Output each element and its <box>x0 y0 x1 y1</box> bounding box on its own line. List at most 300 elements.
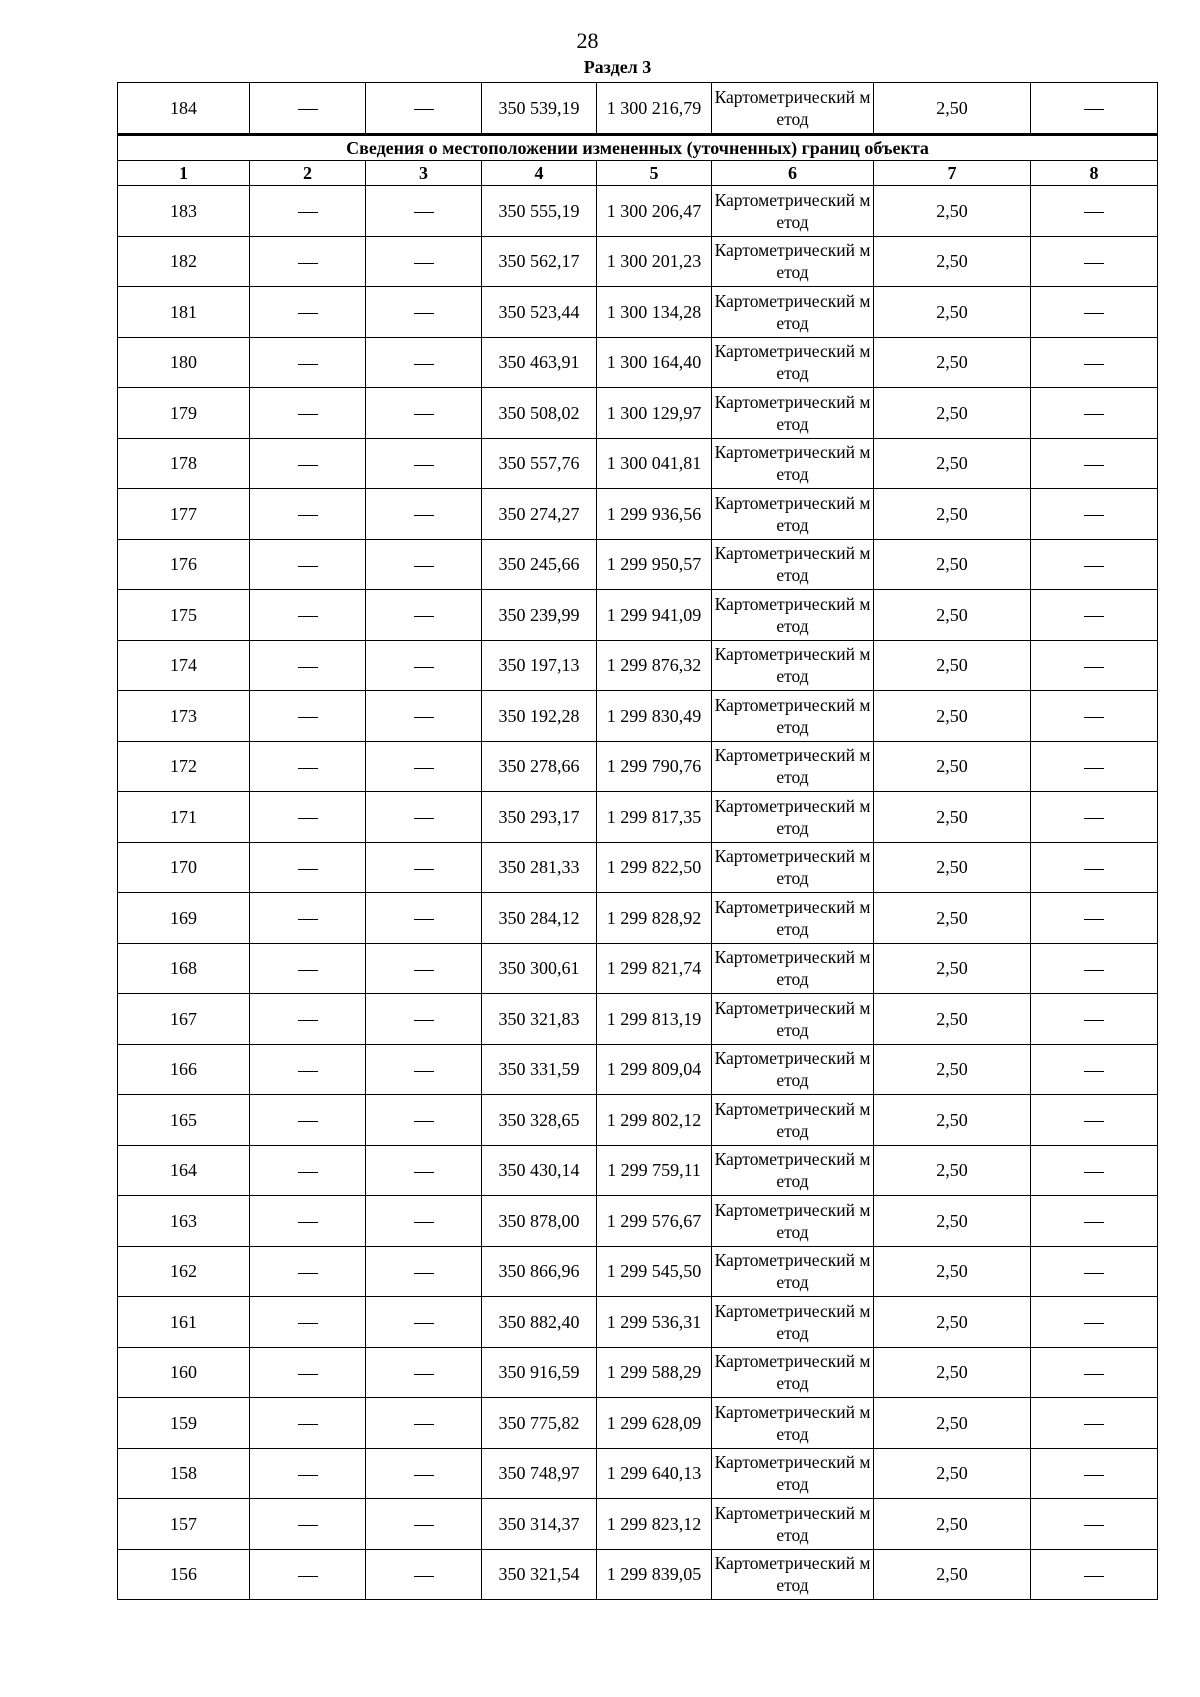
empty-cell <box>250 438 366 489</box>
dash-icon <box>298 1071 318 1072</box>
table-row <box>118 1196 1158 1247</box>
dash-icon <box>414 1020 434 1021</box>
dash-icon <box>1084 1576 1104 1577</box>
dash-icon <box>414 1374 434 1375</box>
x-coordinate-cell: 350 284,12 <box>482 893 597 944</box>
empty-cell <box>250 1499 366 1550</box>
dash-icon <box>298 465 318 466</box>
dash-icon <box>1084 1273 1104 1274</box>
dash-icon <box>298 919 318 920</box>
dash-icon <box>298 364 318 365</box>
point-number-cell: 182 <box>118 236 250 287</box>
x-coordinate-cell: 350 775,82 <box>482 1398 597 1449</box>
y-coordinate-cell: 1 299 839,05 <box>597 1549 712 1600</box>
dash-icon <box>298 818 318 819</box>
table-row <box>118 1448 1158 1499</box>
precision-cell: 2,50 <box>874 842 1031 893</box>
method-cell: Картометрический метод <box>712 438 874 489</box>
empty-cell <box>1031 590 1158 641</box>
empty-cell <box>1031 388 1158 439</box>
empty-cell <box>366 943 482 994</box>
empty-cell <box>250 994 366 1045</box>
y-coordinate-cell: 1 299 828,92 <box>597 893 712 944</box>
y-coordinate-cell: 1 299 822,50 <box>597 842 712 893</box>
empty-cell <box>1031 842 1158 893</box>
empty-cell <box>366 489 482 540</box>
dash-icon <box>1084 465 1104 466</box>
dash-icon <box>1084 1222 1104 1223</box>
table-row <box>118 438 1158 489</box>
empty-cell <box>366 1448 482 1499</box>
empty-cell <box>1031 994 1158 1045</box>
empty-cell <box>250 186 366 237</box>
precision-cell: 2,50 <box>874 893 1031 944</box>
y-coordinate-cell: 1 299 545,50 <box>597 1246 712 1297</box>
dash-icon <box>298 1475 318 1476</box>
x-coordinate-cell: 350 197,13 <box>482 640 597 691</box>
point-number-cell: 158 <box>118 1448 250 1499</box>
empty-cell <box>1031 1499 1158 1550</box>
precision-cell: 2,50 <box>874 287 1031 338</box>
dash-icon <box>298 1222 318 1223</box>
column-numbers-row <box>118 161 1158 186</box>
table-row <box>118 792 1158 843</box>
method-cell: Картометрический метод <box>712 1499 874 1550</box>
dash-icon <box>298 1121 318 1122</box>
y-coordinate-cell: 1 300 201,23 <box>597 236 712 287</box>
y-coordinate-cell: 1 300 134,28 <box>597 287 712 338</box>
empty-cell <box>1031 741 1158 792</box>
column-number: 8 <box>1031 161 1158 186</box>
table-caption: Сведения о местоположении измененных (уточненных) границ объекта <box>118 135 1158 161</box>
empty-cell <box>250 590 366 641</box>
dash-icon <box>1084 919 1104 920</box>
table-caption-row <box>118 135 1158 161</box>
empty-cell <box>1031 792 1158 843</box>
y-coordinate-cell: 1 299 759,11 <box>597 1145 712 1196</box>
empty-cell <box>1031 1044 1158 1095</box>
empty-cell <box>250 1448 366 1499</box>
table-row <box>118 1145 1158 1196</box>
dash-icon <box>1084 1424 1104 1425</box>
dash-icon <box>298 667 318 668</box>
empty-cell <box>1031 1196 1158 1247</box>
x-coordinate-cell: 350 508,02 <box>482 388 597 439</box>
y-coordinate-cell: 1 299 821,74 <box>597 943 712 994</box>
dash-icon <box>298 414 318 415</box>
y-coordinate-cell: 1 299 588,29 <box>597 1347 712 1398</box>
precision-cell: 2,50 <box>874 1297 1031 1348</box>
empty-cell <box>366 842 482 893</box>
precision-cell: 2,50 <box>874 438 1031 489</box>
point-number-cell: 174 <box>118 640 250 691</box>
y-coordinate-cell: 1 299 813,19 <box>597 994 712 1045</box>
dash-icon <box>298 869 318 870</box>
point-number-cell: 180 <box>118 337 250 388</box>
method-cell: Картометрический метод <box>712 287 874 338</box>
method-cell: Картометрический метод <box>712 1044 874 1095</box>
dash-icon <box>298 1020 318 1021</box>
empty-cell <box>366 1297 482 1348</box>
method-cell: Картометрический метод <box>712 1549 874 1600</box>
dash-icon <box>414 1222 434 1223</box>
column-number: 2 <box>250 161 366 186</box>
empty-cell <box>1031 1297 1158 1348</box>
x-coordinate-cell: 350 192,28 <box>482 691 597 742</box>
method-cell: Картометрический метод <box>712 1196 874 1247</box>
empty-cell <box>1031 1549 1158 1600</box>
point-number-cell: 175 <box>118 590 250 641</box>
empty-cell <box>1031 236 1158 287</box>
table-row <box>118 1095 1158 1146</box>
empty-cell <box>366 539 482 590</box>
point-number-cell: 168 <box>118 943 250 994</box>
table-row <box>118 943 1158 994</box>
table-row <box>118 1246 1158 1297</box>
y-coordinate-cell: 1 299 790,76 <box>597 741 712 792</box>
point-number-cell: 170 <box>118 842 250 893</box>
y-coordinate-cell: 1 299 817,35 <box>597 792 712 843</box>
y-coordinate-cell: 1 299 876,32 <box>597 640 712 691</box>
dash-icon <box>414 1121 434 1122</box>
empty-cell <box>250 337 366 388</box>
table-row <box>118 1398 1158 1449</box>
table-row <box>118 640 1158 691</box>
dash-icon <box>414 818 434 819</box>
y-coordinate-cell: 1 299 830,49 <box>597 691 712 742</box>
x-coordinate-cell: 350 882,40 <box>482 1297 597 1348</box>
y-coordinate-cell: 1 300 206,47 <box>597 186 712 237</box>
empty-cell <box>366 994 482 1045</box>
dash-icon <box>298 109 318 110</box>
dash-icon <box>298 970 318 971</box>
empty-cell <box>366 1145 482 1196</box>
column-number: 3 <box>366 161 482 186</box>
method-cell: Картометрический метод <box>712 994 874 1045</box>
precision-cell: 2,50 <box>874 337 1031 388</box>
point-number-cell: 156 <box>118 1549 250 1600</box>
section-title: Раздел 3 <box>583 57 652 77</box>
dash-icon <box>414 1525 434 1526</box>
empty-cell <box>250 1044 366 1095</box>
dash-icon <box>414 1071 434 1072</box>
empty-cell <box>366 236 482 287</box>
column-number: 7 <box>874 161 1031 186</box>
method-cell: Картометрический метод <box>712 1095 874 1146</box>
empty-cell <box>366 741 482 792</box>
dash-icon <box>414 109 434 110</box>
point-number-cell: 181 <box>118 287 250 338</box>
precision-cell: 2,50 <box>874 792 1031 843</box>
x-coordinate-cell: 350 278,66 <box>482 741 597 792</box>
dash-icon <box>414 970 434 971</box>
table-row <box>118 287 1158 338</box>
y-coordinate-cell: 1 300 041,81 <box>597 438 712 489</box>
empty-cell <box>250 83 366 135</box>
method-cell: Картометрический метод <box>712 1297 874 1348</box>
dash-icon <box>1084 869 1104 870</box>
empty-cell <box>1031 1347 1158 1398</box>
dash-icon <box>414 1475 434 1476</box>
column-number: 5 <box>597 161 712 186</box>
y-coordinate-cell: 1 300 129,97 <box>597 388 712 439</box>
point-number-cell: 160 <box>118 1347 250 1398</box>
method-cell: Картометрический метод <box>712 943 874 994</box>
point-number-cell: 173 <box>118 691 250 742</box>
y-coordinate-cell: 1 299 628,09 <box>597 1398 712 1449</box>
method-cell: Картометрический метод <box>712 741 874 792</box>
dash-icon <box>1084 1121 1104 1122</box>
table-row <box>118 1549 1158 1600</box>
empty-cell <box>250 792 366 843</box>
empty-cell <box>1031 691 1158 742</box>
dash-icon <box>1084 263 1104 264</box>
x-coordinate-cell: 350 281,33 <box>482 842 597 893</box>
point-number-cell: 166 <box>118 1044 250 1095</box>
dash-icon <box>414 1576 434 1577</box>
dash-icon <box>414 919 434 920</box>
dash-icon <box>1084 1525 1104 1526</box>
empty-cell <box>250 489 366 540</box>
x-coordinate-cell: 350 866,96 <box>482 1246 597 1297</box>
empty-cell <box>366 590 482 641</box>
dash-icon <box>1084 1020 1104 1021</box>
empty-cell <box>1031 640 1158 691</box>
empty-cell <box>1031 1246 1158 1297</box>
dash-icon <box>414 1323 434 1324</box>
empty-cell <box>366 691 482 742</box>
page-number: 28 <box>576 28 599 53</box>
x-coordinate-cell: 350 562,17 <box>482 236 597 287</box>
precision-cell: 2,50 <box>874 640 1031 691</box>
x-coordinate-cell: 350 239,99 <box>482 590 597 641</box>
method-cell: Картометрический метод <box>712 83 874 135</box>
point-number-cell: 172 <box>118 741 250 792</box>
x-coordinate-cell: 350 555,19 <box>482 186 597 237</box>
precision-cell: 2,50 <box>874 691 1031 742</box>
dash-icon <box>298 616 318 617</box>
dash-icon <box>298 1172 318 1173</box>
x-coordinate-cell: 350 321,54 <box>482 1549 597 1600</box>
y-coordinate-cell: 1 299 576,67 <box>597 1196 712 1247</box>
precision-cell: 2,50 <box>874 943 1031 994</box>
dash-icon <box>298 1374 318 1375</box>
table-row <box>118 388 1158 439</box>
empty-cell <box>1031 943 1158 994</box>
empty-cell <box>250 1095 366 1146</box>
x-coordinate-cell: 350 748,97 <box>482 1448 597 1499</box>
coordinates-table <box>117 82 1158 1600</box>
precision-cell: 2,50 <box>874 1448 1031 1499</box>
dash-icon <box>1084 768 1104 769</box>
precision-cell: 2,50 <box>874 741 1031 792</box>
empty-cell <box>250 287 366 338</box>
precision-cell: 2,50 <box>874 1246 1031 1297</box>
empty-cell <box>366 792 482 843</box>
precision-cell: 2,50 <box>874 83 1031 135</box>
point-number-cell: 163 <box>118 1196 250 1247</box>
point-number-cell: 157 <box>118 1499 250 1550</box>
table-row <box>118 1297 1158 1348</box>
x-coordinate-cell: 350 916,59 <box>482 1347 597 1398</box>
precision-cell: 2,50 <box>874 1347 1031 1398</box>
x-coordinate-cell: 350 293,17 <box>482 792 597 843</box>
empty-cell <box>250 691 366 742</box>
dash-icon <box>414 465 434 466</box>
empty-cell <box>366 1044 482 1095</box>
y-coordinate-cell: 1 300 164,40 <box>597 337 712 388</box>
y-coordinate-cell: 1 299 941,09 <box>597 590 712 641</box>
dash-icon <box>414 616 434 617</box>
dash-icon <box>298 1323 318 1324</box>
empty-cell <box>250 236 366 287</box>
empty-cell <box>366 1347 482 1398</box>
empty-cell <box>366 1095 482 1146</box>
dash-icon <box>298 566 318 567</box>
table-row <box>118 842 1158 893</box>
empty-cell <box>366 1549 482 1600</box>
empty-cell <box>366 438 482 489</box>
dash-icon <box>414 515 434 516</box>
dash-icon <box>414 364 434 365</box>
empty-cell <box>250 1347 366 1398</box>
dash-icon <box>414 566 434 567</box>
point-number-cell: 183 <box>118 186 250 237</box>
y-coordinate-cell: 1 299 802,12 <box>597 1095 712 1146</box>
empty-cell <box>366 287 482 338</box>
dash-icon <box>1084 616 1104 617</box>
dash-icon <box>298 1273 318 1274</box>
table-row <box>118 337 1158 388</box>
precision-cell: 2,50 <box>874 539 1031 590</box>
dash-icon <box>1084 566 1104 567</box>
method-cell: Картометрический метод <box>712 1145 874 1196</box>
dash-icon <box>414 869 434 870</box>
method-cell: Картометрический метод <box>712 1448 874 1499</box>
x-coordinate-cell: 350 300,61 <box>482 943 597 994</box>
dash-icon <box>1084 1172 1104 1173</box>
x-coordinate-cell: 350 314,37 <box>482 1499 597 1550</box>
point-number-cell: 176 <box>118 539 250 590</box>
dash-icon <box>414 414 434 415</box>
dash-icon <box>414 1273 434 1274</box>
y-coordinate-cell: 1 299 536,31 <box>597 1297 712 1348</box>
column-number: 4 <box>482 161 597 186</box>
dash-icon <box>298 212 318 213</box>
empty-cell <box>1031 1448 1158 1499</box>
dash-icon <box>1084 970 1104 971</box>
dash-icon <box>298 717 318 718</box>
method-cell: Картометрический метод <box>712 539 874 590</box>
empty-cell <box>250 1297 366 1348</box>
table-row <box>118 539 1158 590</box>
dash-icon <box>298 768 318 769</box>
empty-cell <box>250 943 366 994</box>
method-cell: Картометрический метод <box>712 186 874 237</box>
point-number-cell: 164 <box>118 1145 250 1196</box>
empty-cell <box>250 539 366 590</box>
dash-icon <box>1084 515 1104 516</box>
point-number-cell: 178 <box>118 438 250 489</box>
y-coordinate-cell: 1 299 936,56 <box>597 489 712 540</box>
dash-icon <box>1084 1374 1104 1375</box>
x-coordinate-cell: 350 321,83 <box>482 994 597 1045</box>
empty-cell <box>366 388 482 439</box>
dash-icon <box>414 212 434 213</box>
dash-icon <box>1084 109 1104 110</box>
table-row <box>118 741 1158 792</box>
empty-cell <box>1031 186 1158 237</box>
empty-cell <box>366 186 482 237</box>
method-cell: Картометрический метод <box>712 489 874 540</box>
y-coordinate-cell: 1 299 809,04 <box>597 1044 712 1095</box>
table-row <box>118 489 1158 540</box>
table-row <box>118 590 1158 641</box>
dash-icon <box>298 313 318 314</box>
precision-cell: 2,50 <box>874 1145 1031 1196</box>
empty-cell <box>1031 489 1158 540</box>
empty-cell <box>1031 1145 1158 1196</box>
dash-icon <box>1084 1071 1104 1072</box>
empty-cell <box>366 1246 482 1297</box>
precision-cell: 2,50 <box>874 186 1031 237</box>
precision-cell: 2,50 <box>874 1044 1031 1095</box>
x-coordinate-cell: 350 523,44 <box>482 287 597 338</box>
precision-cell: 2,50 <box>874 994 1031 1045</box>
dash-icon <box>1084 667 1104 668</box>
method-cell: Картометрический метод <box>712 792 874 843</box>
empty-cell <box>250 1145 366 1196</box>
table-row <box>118 1044 1158 1095</box>
empty-cell <box>366 1196 482 1247</box>
dash-icon <box>414 1424 434 1425</box>
precision-cell: 2,50 <box>874 590 1031 641</box>
precision-cell: 2,50 <box>874 489 1031 540</box>
method-cell: Картометрический метод <box>712 1398 874 1449</box>
table-row <box>118 691 1158 742</box>
dash-icon <box>414 717 434 718</box>
precision-cell: 2,50 <box>874 388 1031 439</box>
empty-cell <box>250 842 366 893</box>
method-cell: Картометрический метод <box>712 388 874 439</box>
precision-cell: 2,50 <box>874 1095 1031 1146</box>
dash-icon <box>298 1424 318 1425</box>
method-cell: Картометрический метод <box>712 842 874 893</box>
dash-icon <box>1084 1323 1104 1324</box>
x-coordinate-cell: 350 557,76 <box>482 438 597 489</box>
precision-cell: 2,50 <box>874 1398 1031 1449</box>
point-number-cell: 177 <box>118 489 250 540</box>
dash-icon <box>1084 364 1104 365</box>
empty-cell <box>250 1398 366 1449</box>
empty-cell <box>1031 287 1158 338</box>
empty-cell <box>250 741 366 792</box>
empty-cell <box>250 640 366 691</box>
empty-cell <box>250 1246 366 1297</box>
column-number: 6 <box>712 161 874 186</box>
table-row <box>118 236 1158 287</box>
empty-cell <box>250 1549 366 1600</box>
point-number-cell: 159 <box>118 1398 250 1449</box>
table-row <box>118 186 1158 237</box>
dash-icon <box>1084 212 1104 213</box>
dash-icon <box>298 263 318 264</box>
x-coordinate-cell: 350 331,59 <box>482 1044 597 1095</box>
method-cell: Картометрический метод <box>712 1246 874 1297</box>
empty-cell <box>1031 337 1158 388</box>
point-number-cell: 179 <box>118 388 250 439</box>
table-row <box>118 893 1158 944</box>
